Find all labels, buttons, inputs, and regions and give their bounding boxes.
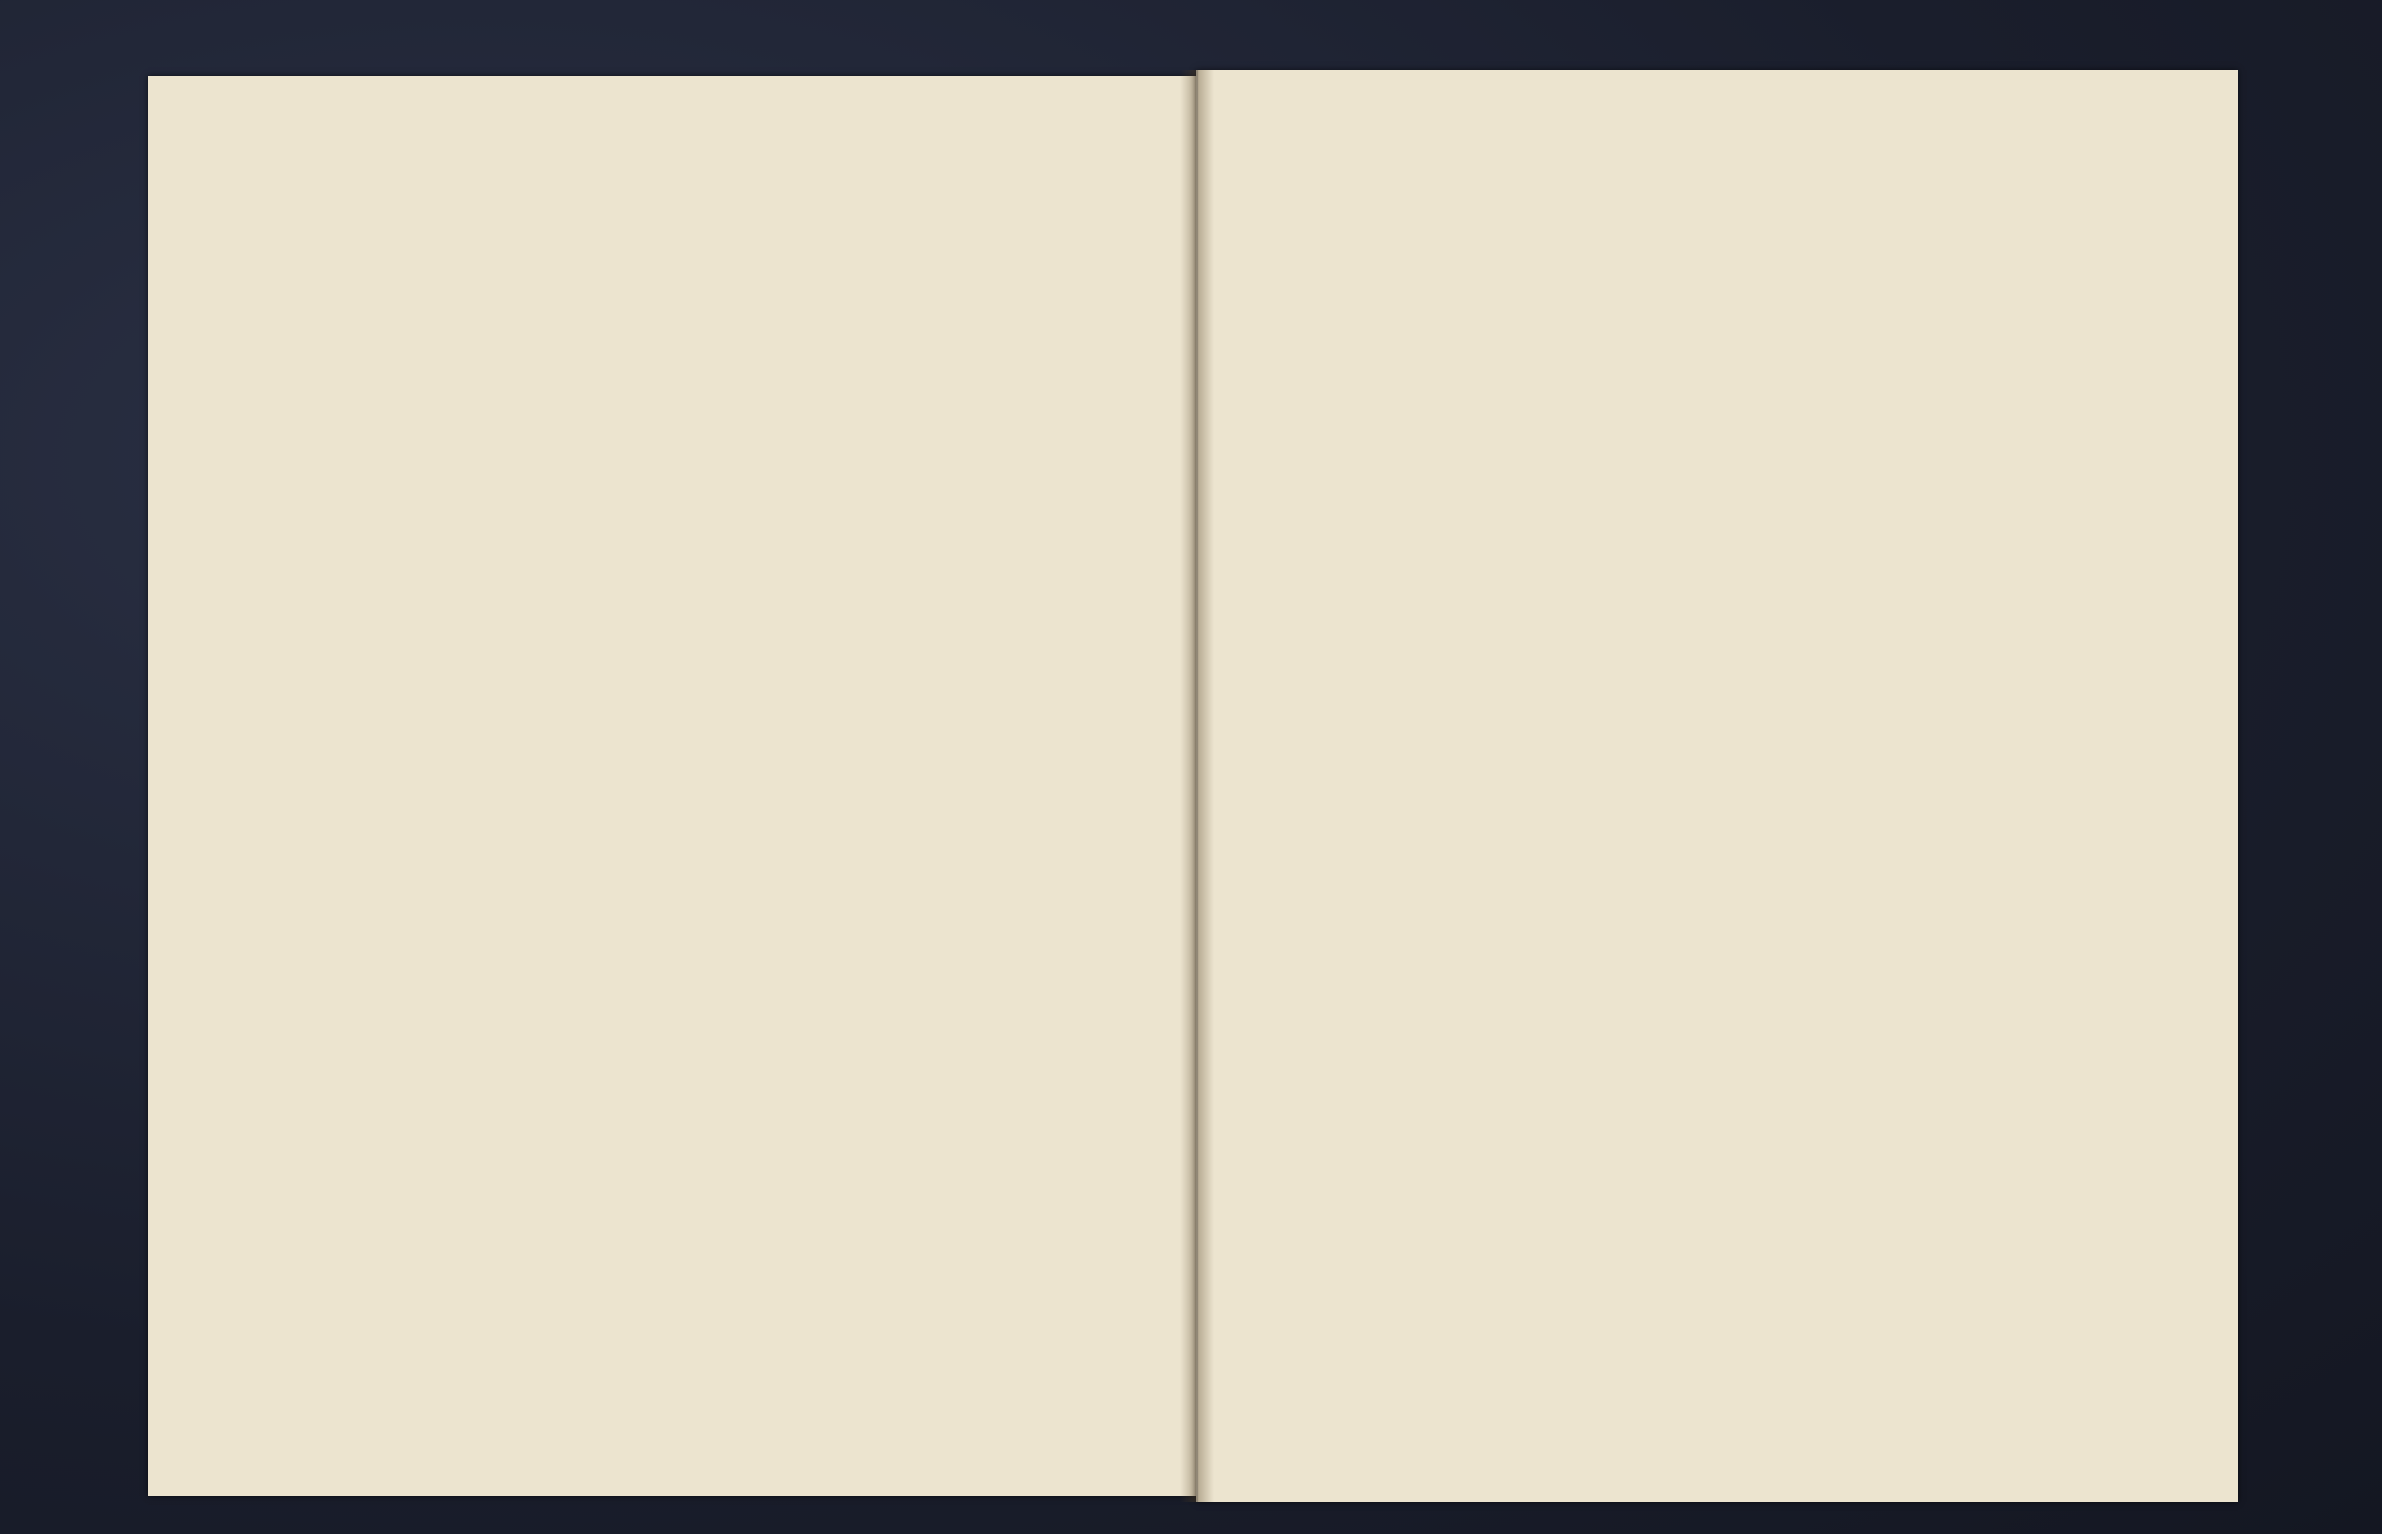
book-gutter: [1180, 70, 1214, 1502]
left-page: [148, 76, 1196, 1496]
right-page: [1196, 70, 2238, 1502]
